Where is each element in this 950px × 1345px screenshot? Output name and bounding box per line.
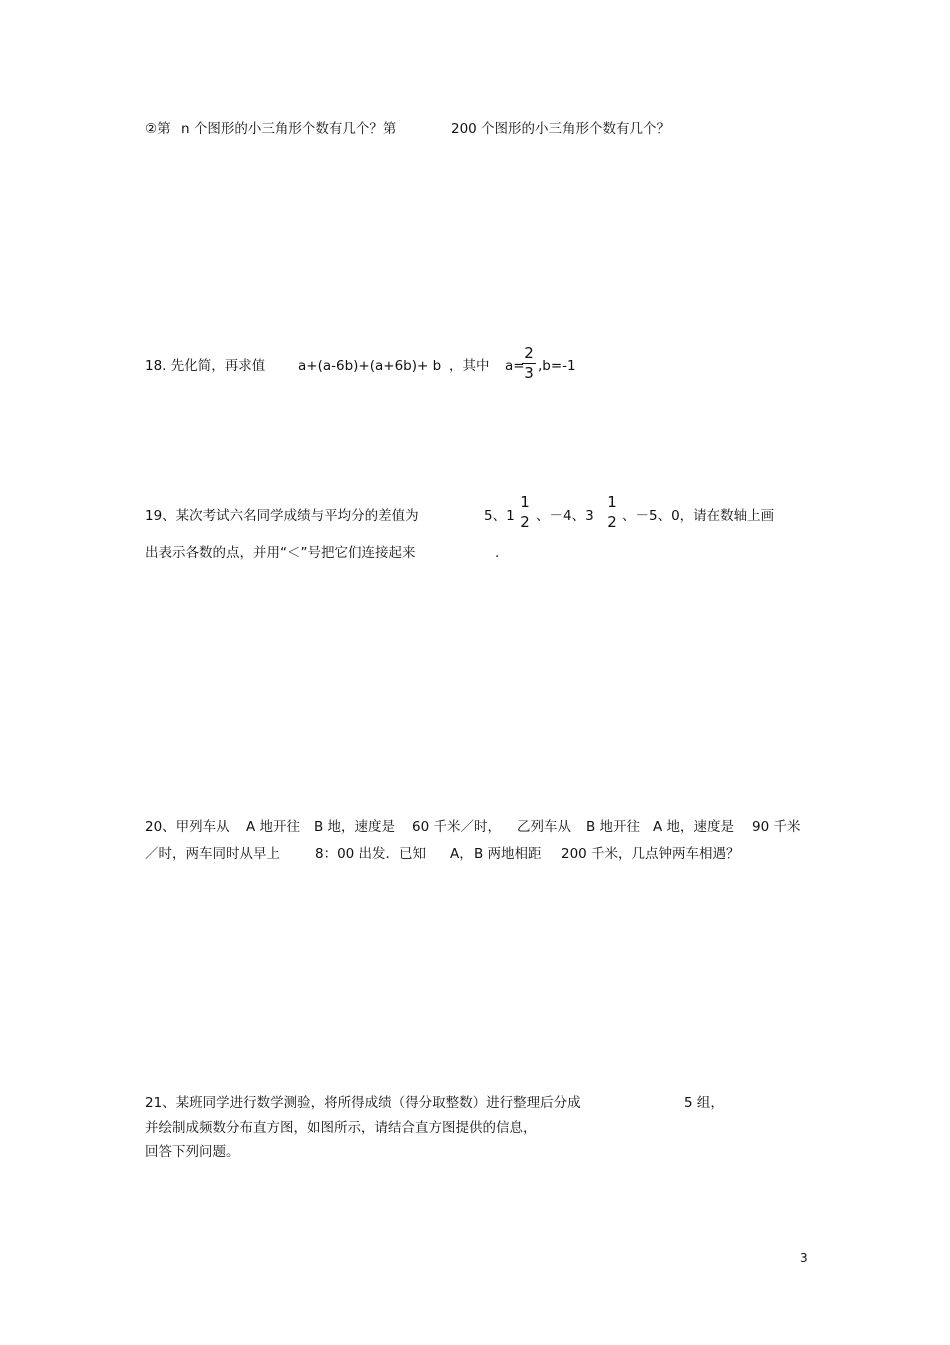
q21-line1-b: 5 组，	[684, 1095, 724, 1111]
q19-fraction-2-numerator: 1	[607, 493, 617, 511]
q19-fraction-1-denominator: 2	[520, 513, 530, 531]
q19-fraction-2-denominator: 2	[607, 513, 617, 531]
q20-line1-f: B 地开往	[586, 819, 641, 835]
q18-where: ，其中	[449, 358, 490, 374]
q21-line2: 并绘制成频数分布直方图，如图所示，请结合直方图提供的信息，	[145, 1120, 537, 1136]
q18-label: 18. 先化简，再求值	[145, 358, 266, 374]
q20-line1-d: 60 千米／时，	[412, 819, 501, 835]
q19-fraction-2	[605, 494, 619, 531]
q19-values-end: 、－5、0，请在数轴上画	[622, 508, 775, 524]
q20-line1-b: A 地开往	[246, 819, 301, 835]
q20-line2-d: B 两地相距	[474, 846, 542, 862]
q17-part2-question-a: n 个图形的小三角形个数有几个？第	[181, 121, 397, 137]
q18-fraction	[522, 345, 536, 382]
q19-line-2-period: .	[495, 545, 500, 561]
q19-fraction-1-numerator: 1	[520, 493, 530, 511]
q18-a-equals: a=	[505, 358, 525, 374]
q20-line1-g: A 地，速度是	[653, 819, 735, 835]
q21-line1-a: 21、某班同学进行数学测验，将所得成绩（得分取整数）进行整理后分成	[145, 1095, 581, 1111]
q19-value-5-1: 5、1	[484, 508, 515, 524]
q20-line2-b: 8：00 出发．已知	[315, 846, 427, 862]
q18-b-value: ,b=-1	[538, 358, 576, 374]
q20-line1-c: B 地，速度是	[314, 819, 396, 835]
q20-line1-h: 90 千米	[752, 819, 801, 835]
q18-fraction-numerator: 2	[524, 344, 534, 362]
q19-fraction-1	[518, 494, 532, 531]
q20-line1-e: 乙列车从	[517, 819, 571, 835]
q21-line3: 回答下列问题。	[145, 1144, 240, 1160]
q19-text-a: 19、某次考试六名同学成绩与平均分的差值为	[145, 508, 419, 524]
q20-line2-c: A，	[450, 846, 473, 862]
q20-line2-e: 200 千米，几点钟两车相遇？	[561, 846, 740, 862]
q17-part2-prefix: ②第	[145, 121, 171, 137]
q20-line1-a: 20、甲列车从	[145, 819, 230, 835]
q17-part2-question-b: 200 个图形的小三角形个数有几个？	[451, 121, 671, 137]
q20-line2-a: ／时，两车同时从早上	[145, 846, 280, 862]
q18-fraction-denominator: 3	[524, 364, 534, 382]
q18-expression: a+(a-6b)+(a+6b)+ b	[298, 358, 442, 374]
page-number: 3	[800, 1251, 808, 1265]
q19-values-mid: 、－4、3	[536, 508, 594, 524]
q19-line-2: 出表示各数的点，并用“＜”号把它们连接起来	[145, 545, 416, 561]
